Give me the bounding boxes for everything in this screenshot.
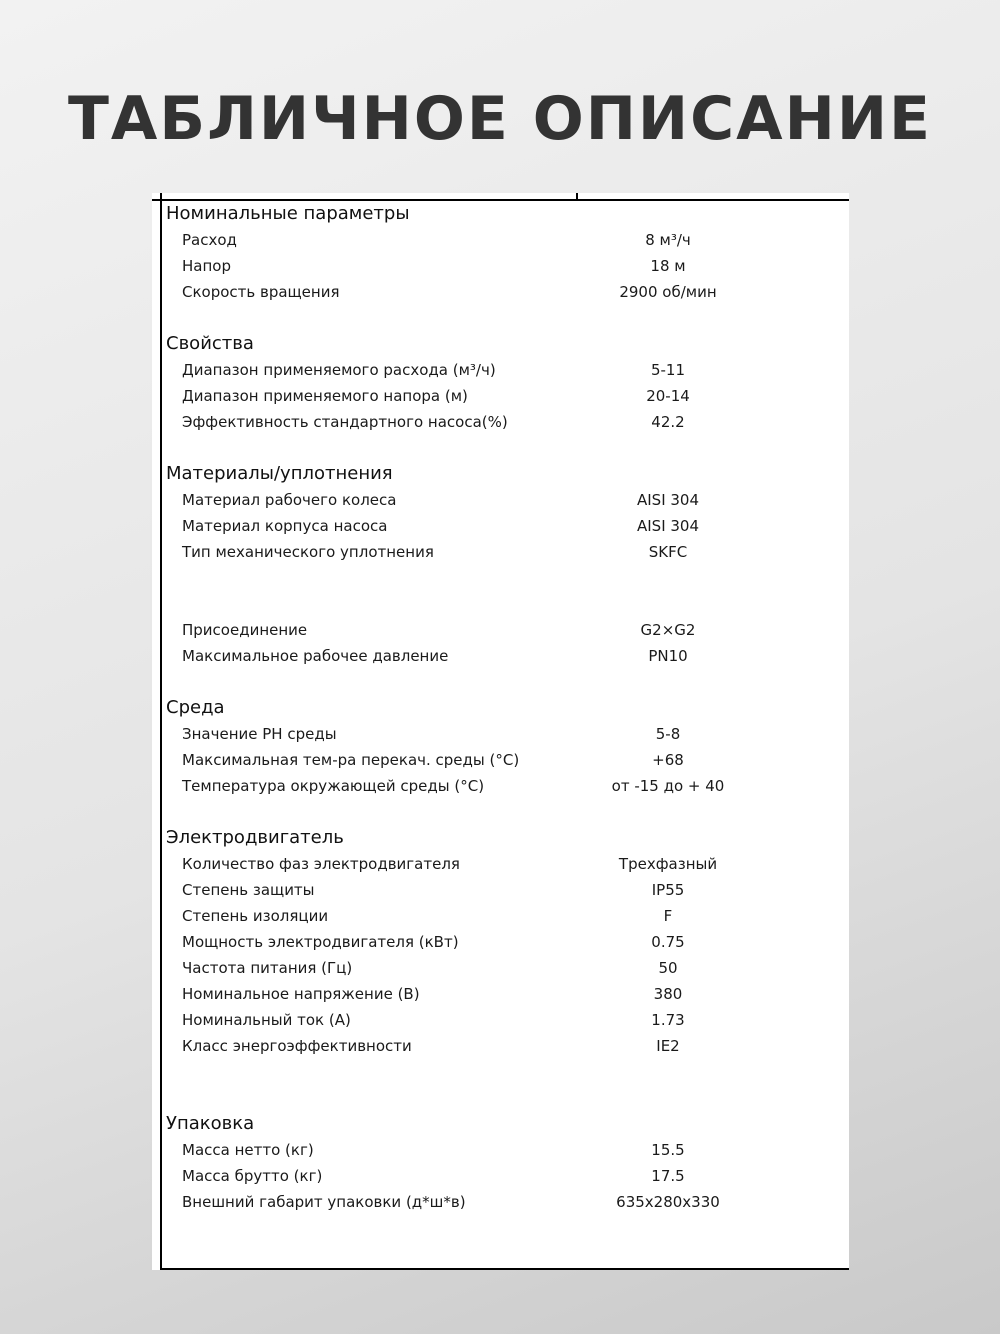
group-title: Материалы/уплотнения [166, 463, 393, 484]
spec-group [152, 461, 849, 565]
spec-value: 18 м [650, 257, 686, 275]
spec-label: Номинальное напряжение (В) [182, 985, 420, 1003]
spec-row [152, 383, 849, 409]
spec-sheet [152, 193, 849, 1270]
spec-value: +68 [652, 751, 684, 769]
spec-value: 50 [658, 959, 678, 977]
spec-label: Количество фаз электродвигателя [182, 855, 460, 873]
spec-value: IE2 [656, 1037, 680, 1055]
spec-table [152, 201, 849, 1215]
spec-label: Расход [182, 231, 237, 249]
spec-label: Напор [182, 257, 231, 275]
group-title: Упаковка [166, 1113, 255, 1134]
spec-value: 5-11 [650, 361, 686, 379]
spec-value: 8 м³/ч [645, 231, 691, 249]
spec-value: G2×G2 [640, 621, 696, 639]
spec-value: AISI 304 [636, 491, 700, 509]
spec-label: Диапазон применяемого напора (м) [182, 387, 468, 405]
spec-value: 15.5 [651, 1141, 685, 1159]
spec-label: Класс энергоэффективности [182, 1037, 412, 1055]
spec-value: 2900 об/мин [619, 283, 717, 301]
spec-row [152, 227, 849, 253]
spec-row [152, 877, 849, 903]
group-title: Среда [166, 697, 225, 718]
spec-row [152, 929, 849, 955]
spec-value: 0.75 [651, 933, 685, 951]
page-title: ТАБЛИЧНОЕ ОПИСАНИЕ [67, 84, 933, 154]
bottom-rule [160, 1268, 849, 1270]
spec-row [152, 1189, 849, 1215]
spec-label: Максимальное рабочее давление [182, 647, 449, 665]
spec-value: 380 [653, 985, 683, 1003]
top-divider [152, 193, 849, 201]
spec-row [152, 1163, 849, 1189]
spec-label: Значение PH среды [182, 725, 337, 743]
spec-label: Масса нетто (кг) [182, 1141, 314, 1159]
spec-label: Присоединение [182, 621, 308, 639]
spec-row [152, 851, 849, 877]
spec-label: Температура окружающей среды (°C) [182, 777, 485, 795]
spec-value: IP55 [651, 881, 685, 899]
spec-value: от -15 до + 40 [611, 777, 725, 795]
spec-label: Диапазон применяемого расхода (м³/ч) [182, 361, 496, 379]
spec-label: Степень защиты [182, 881, 315, 899]
spec-label: Мощность электродвигателя (кВт) [182, 933, 459, 951]
spec-row [152, 253, 849, 279]
spec-label: Степень изоляции [182, 907, 329, 925]
spec-label: Эффективность стандартного насоса(%) [182, 413, 508, 431]
spec-row [152, 513, 849, 539]
spec-label: Тип механического уплотнения [182, 543, 434, 561]
spec-row [152, 903, 849, 929]
spec-value: 1.73 [651, 1011, 685, 1029]
spec-row [152, 1137, 849, 1163]
spec-row [152, 747, 849, 773]
spec-row [152, 981, 849, 1007]
spec-group [152, 825, 849, 1059]
spec-label: Скорость вращения [182, 283, 340, 301]
spec-row [152, 721, 849, 747]
spec-label: Материал рабочего колеса [182, 491, 397, 509]
spec-row [152, 617, 849, 643]
spec-row [152, 487, 849, 513]
spec-value: F [663, 907, 673, 925]
spec-group [152, 201, 849, 305]
spec-label: Частота питания (Гц) [182, 959, 353, 977]
spec-group [152, 617, 849, 669]
group-title: Электродвигатель [166, 827, 344, 848]
spec-label: Внешний габарит упаковки (д*ш*в) [182, 1193, 466, 1211]
spec-row [152, 357, 849, 383]
spec-row [152, 1007, 849, 1033]
spec-row [152, 955, 849, 981]
spec-label: Масса брутто (кг) [182, 1167, 323, 1185]
spec-group [152, 695, 849, 799]
spec-row [152, 409, 849, 435]
spec-value: 20-14 [646, 387, 690, 405]
spec-row [152, 1033, 849, 1059]
spec-value: Трехфазный [618, 855, 718, 873]
spec-group [152, 331, 849, 435]
group-title: Свойства [166, 333, 254, 354]
spec-value: AISI 304 [636, 517, 700, 535]
spec-value: 5-8 [655, 725, 681, 743]
spec-label: Номинальный ток (А) [182, 1011, 351, 1029]
group-title: Номинальные параметры [166, 203, 410, 224]
spec-row [152, 539, 849, 565]
spec-row [152, 279, 849, 305]
spec-value: 42.2 [651, 413, 685, 431]
spec-row [152, 773, 849, 799]
spec-value: 635x280x330 [616, 1193, 720, 1211]
spec-group [152, 1111, 849, 1215]
spec-value: PN10 [648, 647, 688, 665]
spec-label: Материал корпуса насоса [182, 517, 388, 535]
spec-value: SKFC [648, 543, 688, 561]
spec-label: Максимальная тем-ра перекач. среды (°C) [182, 751, 520, 769]
spec-row [152, 643, 849, 669]
spec-value: 17.5 [651, 1167, 685, 1185]
